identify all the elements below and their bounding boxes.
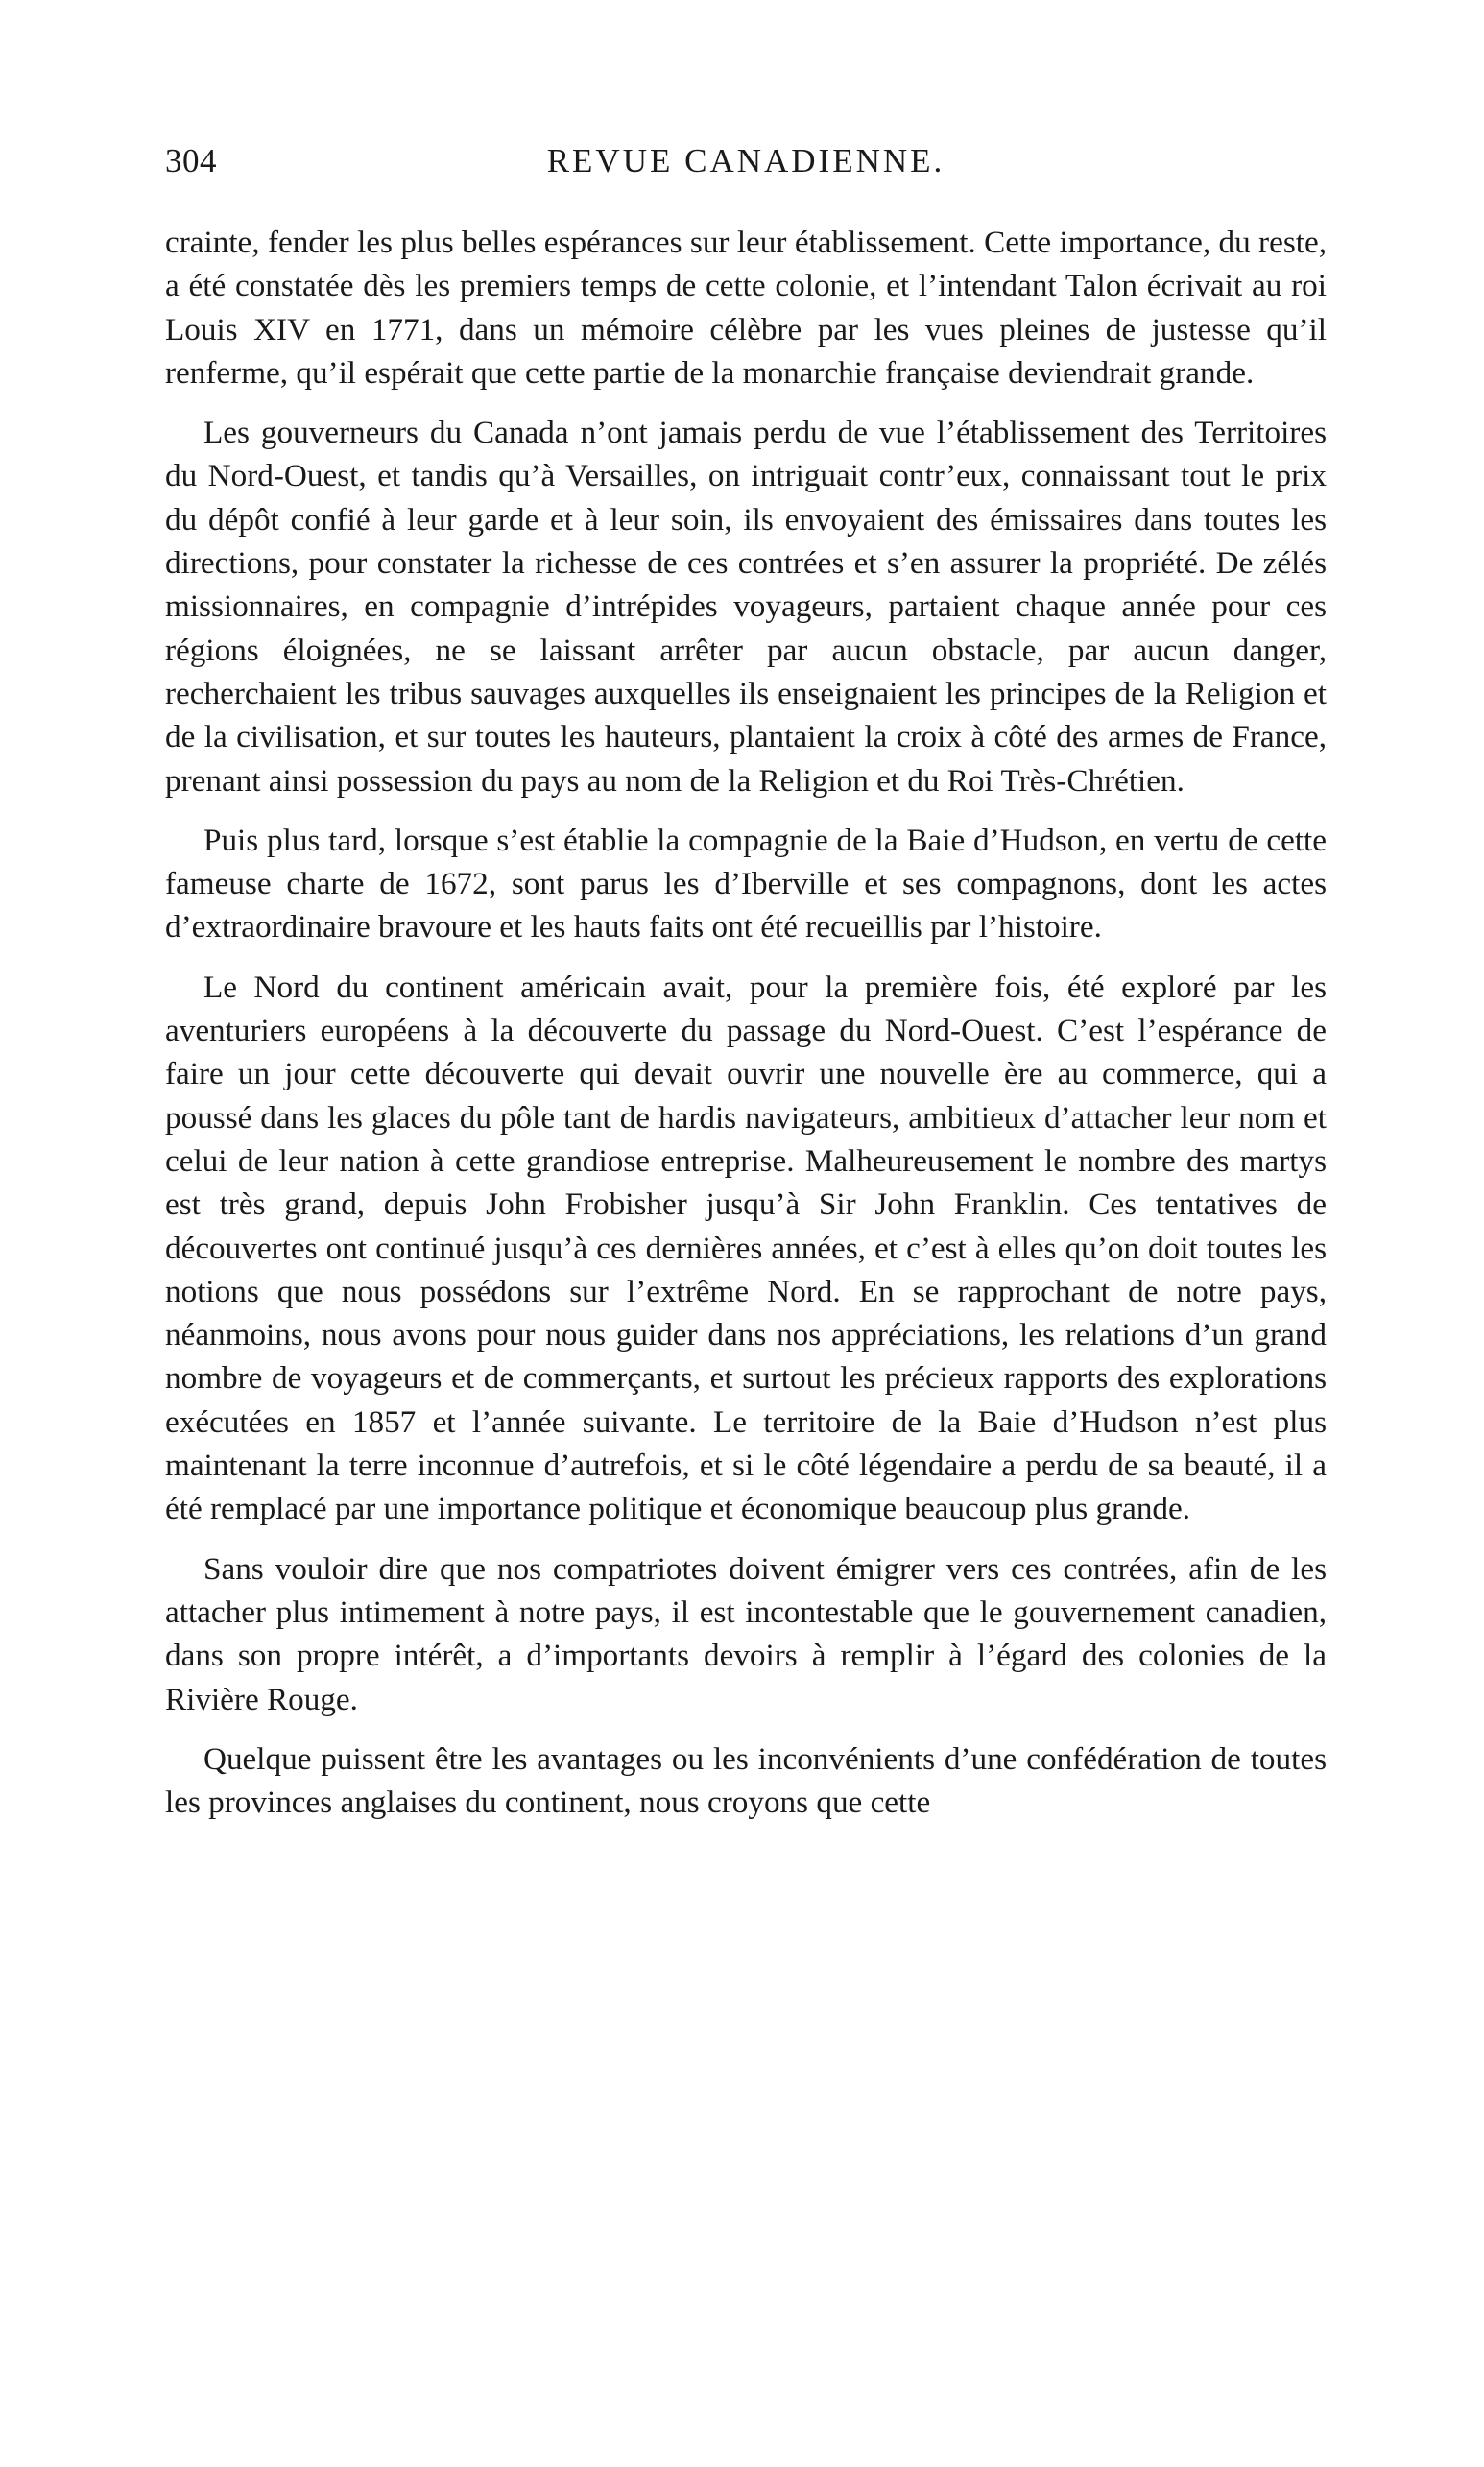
paragraph-4: Le Nord du continent américain avait, pour la première fois, été exploré par les aventuriers européens à la découverte du passage du Nord-Ouest. C’est l’espérance de faire un jour cette découverte qui devait ouvrir une nouvelle ère au commerce, qui a poussé dans les glaces du pôle tant de hardis navigateurs, ambitieux d’attacher leur nom et celui de leur nation à cette grandiose entreprise. Malheureusement le nombre des martys est très grand, depuis John Frobisher jusqu’à Sir John Franklin. Ces tentatives de découvertes ont continué jusqu’à ces dernières années, et c’est à elles qu’on doit toutes les notions que nous possédons sur l’extrême Nord. En se rapprochant de notre pays, néanmoins, nous avons pour nous guider dans nos appréciations, les relations d’un grand nombre de voyageurs et de commerçants, et surtout les précieux rapports des explorations exécutées en 1857 et l’année suivante. Le territoire de la Baie d’Hudson n’est plus maintenant la terre inconnue d’autrefois, et si le côté légendaire a perdu de sa beauté, il a été remplacé par une importance politique et économique beaucoup plus grande. bbox=[165, 969, 1327, 1527]
paragraph-2: Les gouverneurs du Canada n’ont jamais perdu de vue l’établissement des Territoires du Nord-Ouest, et tandis qu’à Versailles, on intriguait contr’eux, connaissant tout le prix du dépôt confié à leur garde et à leur soin, ils envoyaient des émissaires dans toutes les directions, pour constater la richesse de ces contrées et s’en assurer la propriété. De zélés missionnaires, en compagnie d’intrépides voyageurs, partaient chaque année pour ces régions éloignées, ne se laissant arrêter par aucun obstacle, par aucun danger, recherchaient les tribus sauvages auxquelles ils enseignaient les principes de la Religion et de la civilisation, et sur toutes les hauteurs, plantaient la croix à côté des armes de France, prenant ainsi possession du pays au nom de la Religion et du Roi Très-Chrétien. bbox=[165, 415, 1327, 799]
paragraph-1: crainte, fender les plus belles espérances sur leur établissement. Cette importance, du reste, a été constatée dès les premiers temps de cette colonie, et l’intendant Talon écrivait au roi Louis XIV en 1771, dans un mémoire célèbre par les vues pleines de justesse qu’il renferme, qu’il espérait que cette partie de la monarchie française deviendrait grande. bbox=[165, 225, 1327, 391]
running-title: REVUE CANADIENNE. bbox=[546, 142, 945, 180]
paragraph-6: Quelque puissent être les avantages ou les inconvénients d’une confédération de toutes les provinces anglaises du continent, nous croyons que cette bbox=[165, 1740, 1327, 1821]
paragraph-3: Puis plus tard, lorsque s’est établie la compagnie de la Baie d’Hudson, en vertu de cette fameuse charte de 1672, sont parus les d’Iberville et ses compagnons, dont les actes d’extraordinaire bravoure et les hauts faits ont été recueillis par l’histoire. bbox=[165, 822, 1327, 946]
page-header bbox=[165, 142, 1327, 200]
article-body bbox=[165, 221, 1327, 1824]
document-page bbox=[165, 142, 1327, 1840]
page-number: 304 bbox=[165, 142, 217, 180]
paragraph-5: Sans vouloir dire que nos compatriotes doivent émigrer vers ces contrées, afin de les attacher plus intimement à notre pays, il est incontestable que le gouvernement canadien, dans son propre intérêt, a d’importants devoirs à remplir à l’égard des colonies de la Rivière Rouge. bbox=[165, 1550, 1327, 1717]
